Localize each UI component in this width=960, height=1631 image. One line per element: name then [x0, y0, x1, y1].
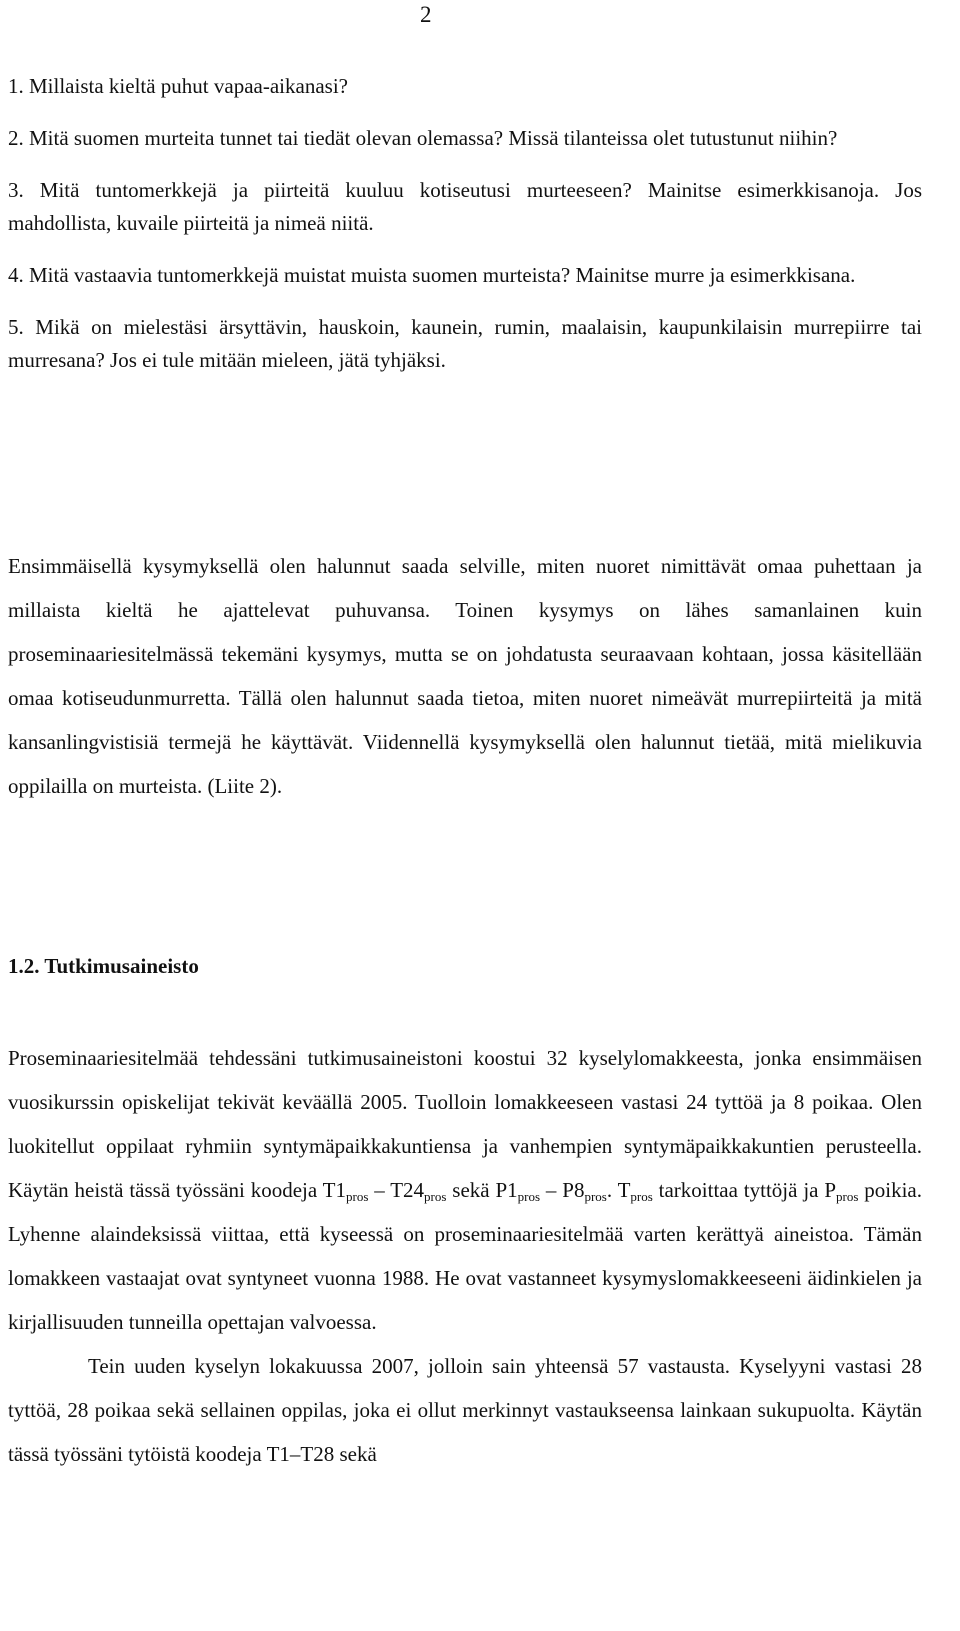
final-paragraph: Tein uuden kyselyn lokakuussa 2007, jolloin sain yhteensä 57 vastausta. Kyselyyni vastasi 28 tyttöä, 28 poikaa sekä sellainen oppilas, joka ei ollut merkinnyt vastaukseensa lainkaan sukupuolta. Käytän tässä työssäni tytöistä koodeja T1–T28 sekä [8, 1354, 922, 1466]
dash: – [540, 1178, 563, 1202]
section-heading: 1.2. Tutkimusaineisto [8, 954, 199, 978]
question-5: 5. Mikä on mielestäsi ärsyttävin, hauskoin, kaunein, rumin, maalaisin, kaupunkilaisin murrepiirre tai murresana? Jos ei tule mitään mieleen, jätä tyhjäksi. [8, 315, 922, 372]
subscript-pros: pros [584, 1189, 607, 1204]
question-list [8, 70, 922, 396]
subscript-pros: pros [836, 1189, 859, 1204]
dash: – [368, 1178, 391, 1202]
material-text-4: poikia. Lyhenne alaindeksissä viittaa, että kyseessä on proseminaariesitelmää varten kerättyä aineistoa. Tämän lomakkeen vastaajat ovat syntyneet vuonna 1988. He ovat vastanneet kysymyslomakkeeseeni äidinkielen ja kirjallisuuden tunneilla opettajan valvoessa. [8, 1178, 923, 1334]
subscript-pros: pros [345, 1189, 369, 1204]
material-section [8, 1036, 922, 1476]
code-t24: T24 [390, 1178, 425, 1202]
material-paragraph [8, 1036, 922, 1344]
material-text-3: tarkoittaa tyttöjä ja P [652, 1178, 837, 1202]
question-4: 4. Mitä vastaavia tuntomerkkejä muistat muista suomen murteista? Mainitse murre ja esimerkkisana. [8, 263, 856, 287]
intro-paragraph: Ensimmäisellä kysymyksellä olen halunnut saada selville, miten nuoret nimittävät omaa puhettaan ja millaista kieltä he ajattelevat puhuvansa. Toinen kysymys on lähes samanlainen kuin proseminaariesitelmässä tekemäni kysymys, mutta se on johdatusta seuraavaan kohtaan, jossa käsitellään omaa kotiseudunmurretta. Tällä olen halunnut saada tietoa, miten nuoret nimeävät murrepiirteitä ja mitä kansanlingvistisiä termejä he käyttävät. Viidennellä kysymyksellä olen halunnut tietää, mitä mielikuvia oppilailla on murteista. (Liite 2). [8, 554, 922, 798]
page-number: 2 [420, 2, 432, 27]
subscript-pros: pros [424, 1189, 447, 1204]
subscript-pros: pros [630, 1189, 653, 1204]
question-1: 1. Millaista kieltä puhut vapaa-aikanasi? [8, 74, 348, 98]
intro-section [8, 544, 922, 808]
subscript-pros: pros [517, 1189, 541, 1204]
question-3: 3. Mitä tuntomerkkejä ja piirteitä kuuluu kotiseutusi murteeseen? Mainitse esimerkkisanoja. Jos mahdollista, kuvaile piirteitä ja nimeä niitä. [8, 178, 922, 235]
material-text-1: Proseminaariesitelmää tehdessäni tutkimusaineistoni koostui 32 kyselylomakkeesta, jonka ensimmäisen vuosikurssin opiskelijat tekivät keväällä 2005. Tuolloin lomakkeeseen vastasi 24 tyttöä ja 8 poikaa. Olen luokitellut oppilaat ryhmiin syntymäpaikkakuntiensa ja vanhempien syntymäpaikkakuntien perusteella. Käytän heistä tässä työssäni koodeja T1 [8, 1046, 922, 1202]
material-text-seka: sekä P1 [446, 1178, 518, 1202]
code-p8: P8 [562, 1178, 585, 1202]
material-text-2: . T [606, 1178, 631, 1202]
question-2: 2. Mitä suomen murteita tunnet tai tiedät olevan olemassa? Missä tilanteissa olet tutustunut niihin? [8, 126, 838, 150]
